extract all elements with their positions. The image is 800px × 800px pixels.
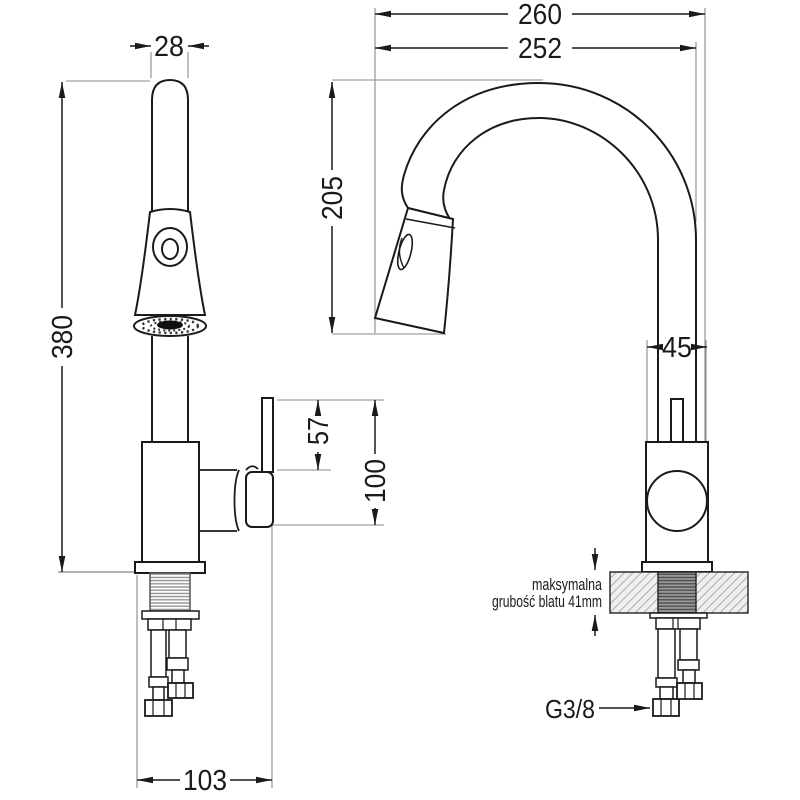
dim-57-label: 57 <box>303 412 335 445</box>
spray-button <box>162 239 178 259</box>
dim-260-label: 260 <box>518 0 562 31</box>
hose-tube <box>169 630 186 658</box>
dim-100-label: 100 <box>360 454 392 503</box>
dim-205-label: 205 <box>317 171 349 220</box>
supply-hose-left-side <box>653 629 679 716</box>
threaded-stem-front <box>150 573 190 611</box>
faucet-body-front <box>142 442 199 562</box>
hose-tube-thin <box>153 687 164 700</box>
dim-252-label: 252 <box>518 33 562 65</box>
hose-joint <box>149 677 168 687</box>
hose-tube-thin <box>172 670 184 683</box>
supply-hose-right-front <box>167 630 193 698</box>
g38-connection-label: G3/8 <box>545 694 595 724</box>
threaded-stem-side <box>658 572 696 613</box>
spout-tube-top <box>152 80 188 212</box>
aerator-outlet <box>157 321 183 330</box>
hose-joint <box>167 658 188 670</box>
supply-hose-right-side <box>677 629 702 699</box>
hose-tube <box>680 629 697 660</box>
hose-hex-nut <box>168 683 193 698</box>
lever-hinge-bump <box>246 466 258 470</box>
hose-joint <box>656 678 677 687</box>
base-flange-side <box>642 562 712 572</box>
dim-103-label: 103 <box>183 765 227 797</box>
gooseneck-inner-edge <box>443 118 658 442</box>
dim-28-label: 28 <box>154 31 184 63</box>
annotations <box>492 575 602 724</box>
mounting-washer-front <box>142 611 199 619</box>
side-view <box>375 83 748 716</box>
hose-hex-nut <box>653 699 679 716</box>
front-view <box>134 80 273 716</box>
hose-joint <box>678 660 699 670</box>
hose-tube <box>658 629 675 678</box>
dim-380-label: 380 <box>47 310 79 359</box>
valve-ball-side <box>647 471 707 531</box>
handle-lever-front <box>262 398 273 472</box>
base-flange-front <box>135 562 205 573</box>
hose-hex-nut <box>145 700 172 716</box>
valve-housing-curve <box>235 470 240 531</box>
hose-tube-thin <box>683 670 695 683</box>
countertop-note-line1: maksymalna <box>532 575 603 594</box>
dim-45-label: 45 <box>662 332 692 364</box>
valve-cap-front <box>246 472 273 527</box>
hose-tube <box>151 630 166 677</box>
supply-hose-left-front <box>145 630 172 716</box>
hose-block-front <box>148 619 191 630</box>
hose-tube-thin <box>660 687 673 699</box>
countertop-note-line2: grubość blatu 41mm <box>492 592 602 611</box>
spray-head-side <box>375 208 453 333</box>
hose-hex-nut <box>677 683 702 699</box>
